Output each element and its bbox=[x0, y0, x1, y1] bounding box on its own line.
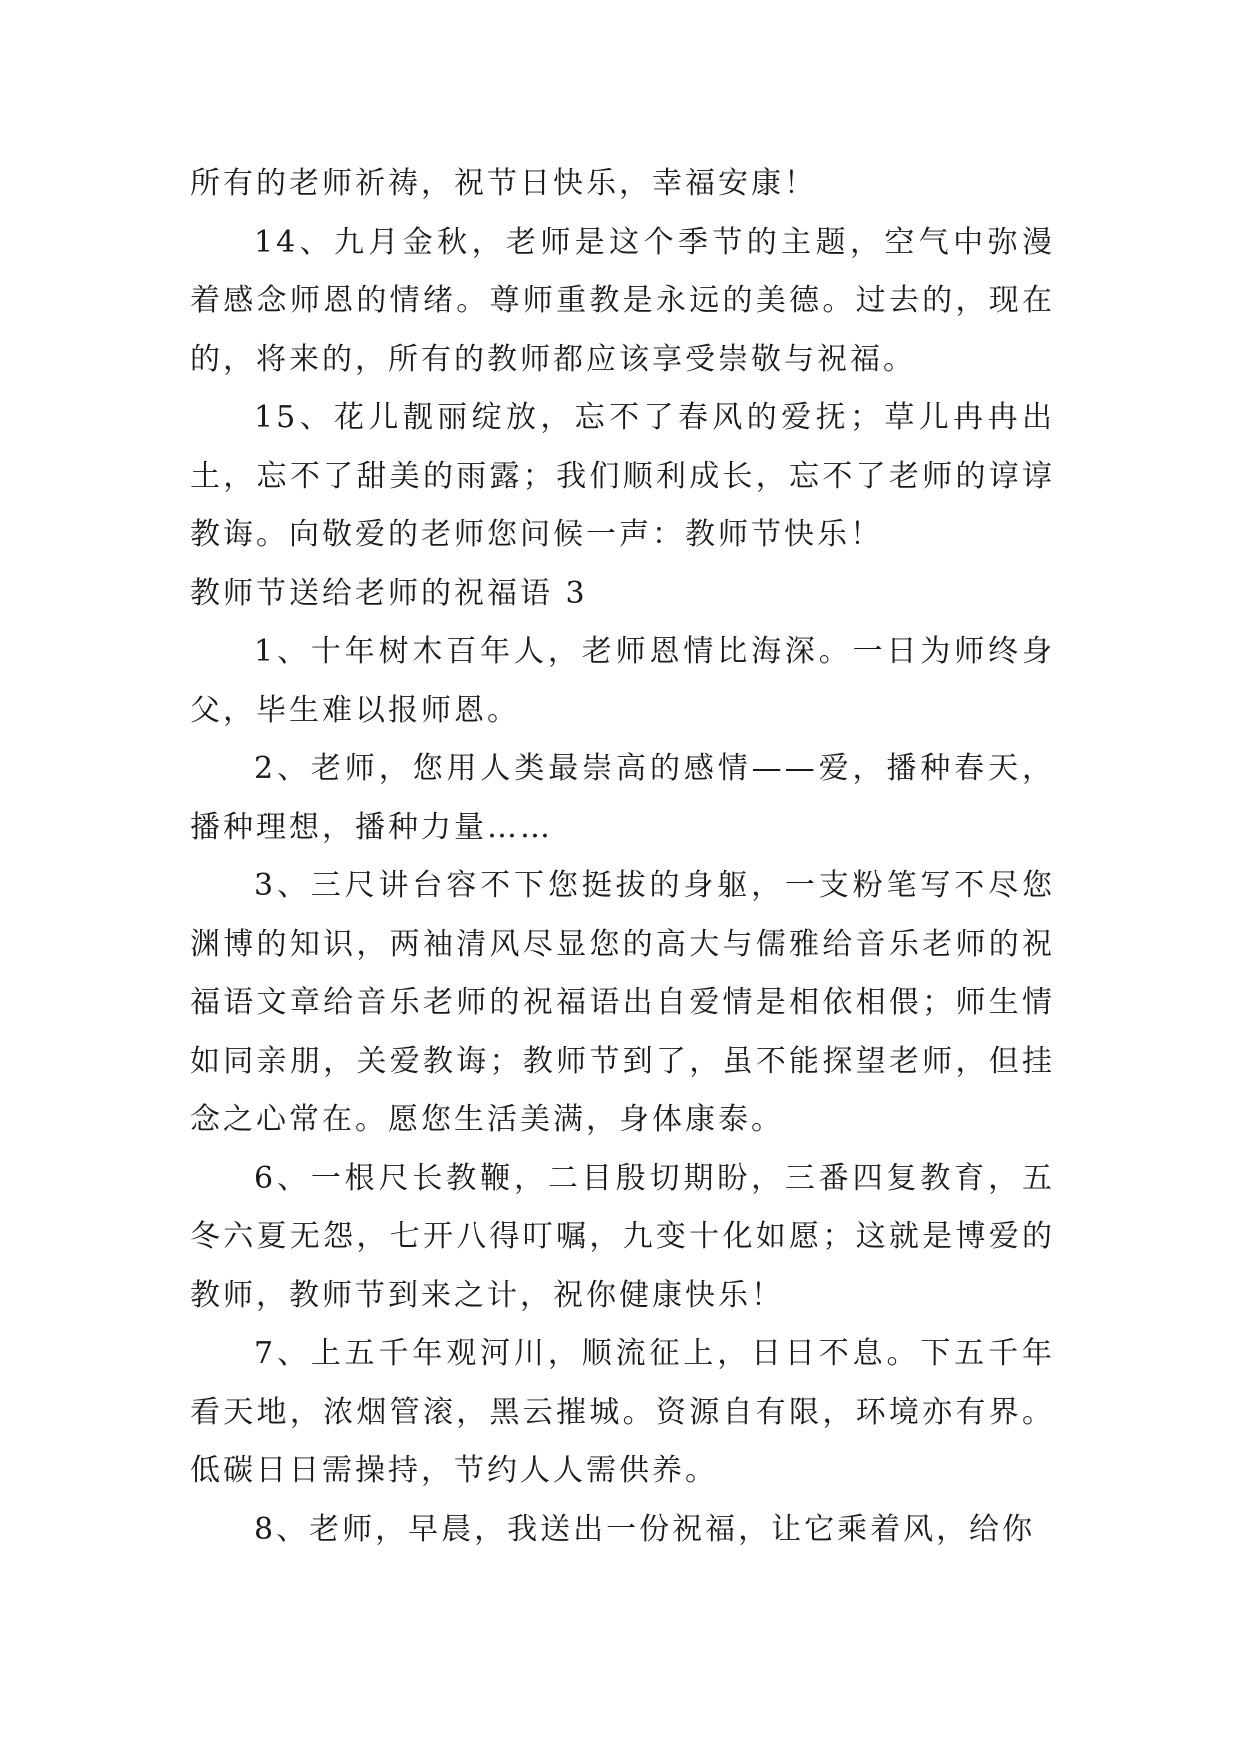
document-body bbox=[190, 155, 1055, 1559]
paragraph-item-15: 15、花儿靓丽绽放，忘不了春风的爱抚；草儿冉冉出土，忘不了甜美的雨露；我们顺利成长，忘不了老师的谆谆教诲。向敬爱的老师您问候一声：教师节快乐！ bbox=[190, 400, 1055, 552]
paragraph-item-1: 1、十年树木百年人，老师恩情比海深。一日为师终身父，毕生难以报师恩。 bbox=[190, 634, 1055, 728]
paragraph-item-8: 8、老师，早晨，我送出一份祝福，让它乘着风，给你 bbox=[254, 1511, 1036, 1547]
paragraph-item-3: 3、三尺讲台容不下您挺拔的身躯，一支粉笔写不尽您渊博的知识，两袖清风尽显您的高大与儒雅给音乐老师的祝福语文章给音乐老师的祝福语出自爱情是相依相偎；师生情如同亲朋，关爱教诲；教师节到了，虽不能探望老师，但挂念之心常在。愿您生活美满，身体康泰。 bbox=[190, 868, 1055, 1137]
paragraph-item-14: 14、九月金秋，老师是这个季节的主题，空气中弥漫着感念师恩的情绪。尊师重教是永远的美德。过去的，现在的，将来的，所有的教师都应该享受崇敬与祝福。 bbox=[190, 224, 1055, 377]
section-heading: 教师节送给老师的祝福语 3 bbox=[190, 575, 588, 611]
paragraph-item-2: 2、老师，您用人类最崇高的感情——爱，播种春天，播种理想，播种力量…… bbox=[190, 751, 1055, 845]
paragraph-item-7: 7、上五千年观河川，顺流征上，日日不息。下五千年看天地，浓烟管滚，黑云摧城。资源自有限，环境亦有界。低碳日日需操持，节约人人需供养。 bbox=[190, 1336, 1055, 1488]
paragraph-item-6: 6、一根尺长教鞭，二目殷切期盼，三番四复教育，五冬六夏无怨，七开八得叮嘱，九变十化如愿；这就是博爱的教师，教师节到来之计，祝你健康快乐！ bbox=[190, 1160, 1055, 1313]
paragraph-continuation: 所有的老师祈祷，祝节日快乐，幸福安康！ bbox=[190, 166, 817, 201]
